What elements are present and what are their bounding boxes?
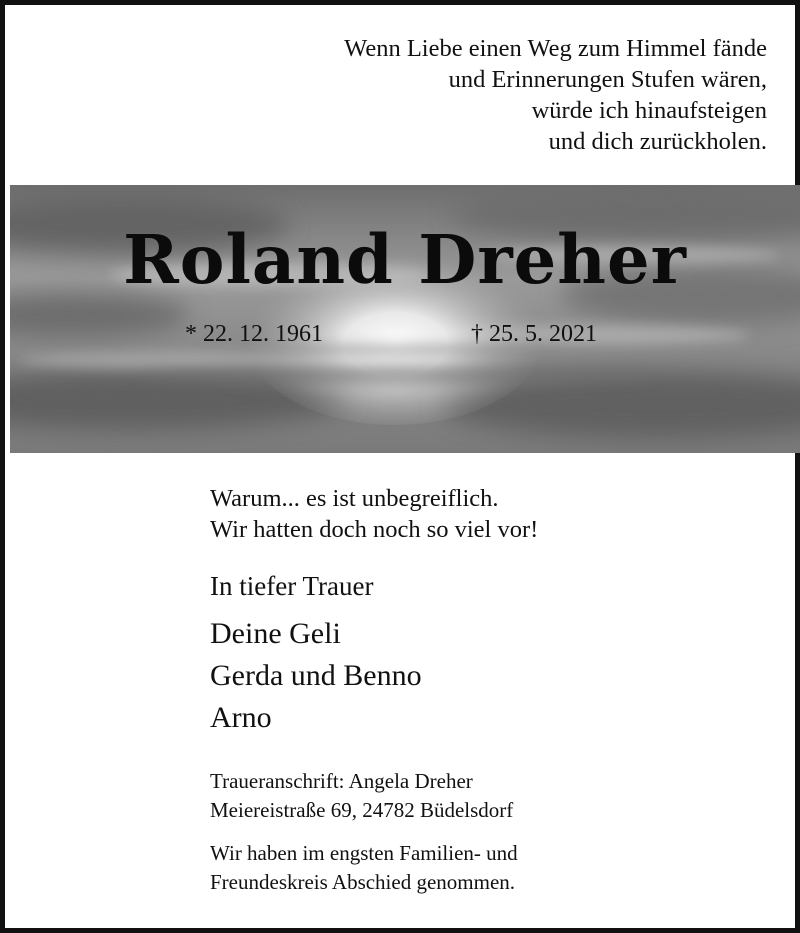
mourning-address (210, 767, 538, 825)
mourner-name: Arno (210, 701, 272, 734)
address-line: Meiereistraße 69, 24782 Büdelsdorf (210, 798, 514, 822)
mourner-name: Gerda und Benno (210, 659, 422, 692)
farewell-line: Wir haben im engsten Familien- und (210, 841, 518, 865)
quote (210, 483, 538, 545)
farewell-line: Freundeskreis Abschied genommen. (210, 870, 516, 894)
poem-line: und Erinnerungen Stufen wären, (448, 66, 767, 93)
poem-line: würde ich hinaufsteigen (531, 97, 767, 124)
death-date: † 25. 5. 2021 (471, 321, 597, 347)
notice-body (210, 483, 538, 897)
deceased-name: Roland Dreher (123, 220, 687, 299)
mourners-list (210, 613, 538, 739)
birth-date: * 22. 12. 1961 (185, 321, 323, 347)
mourner-name: Deine Geli (210, 617, 341, 650)
quote-line: Wir hatten doch noch so viel vor! (210, 516, 539, 543)
farewell-note (210, 839, 538, 897)
poem (344, 33, 767, 157)
quote-line: Warum... es ist unbegreiflich. (210, 485, 499, 512)
address-line: Traueranschrift: Angela Dreher (210, 769, 473, 793)
poem-line: und dich zurückholen. (548, 128, 767, 155)
mourning-intro: In tiefer Trauer (210, 571, 374, 601)
poem-line: Wenn Liebe einen Weg zum Himmel fände (344, 35, 767, 62)
